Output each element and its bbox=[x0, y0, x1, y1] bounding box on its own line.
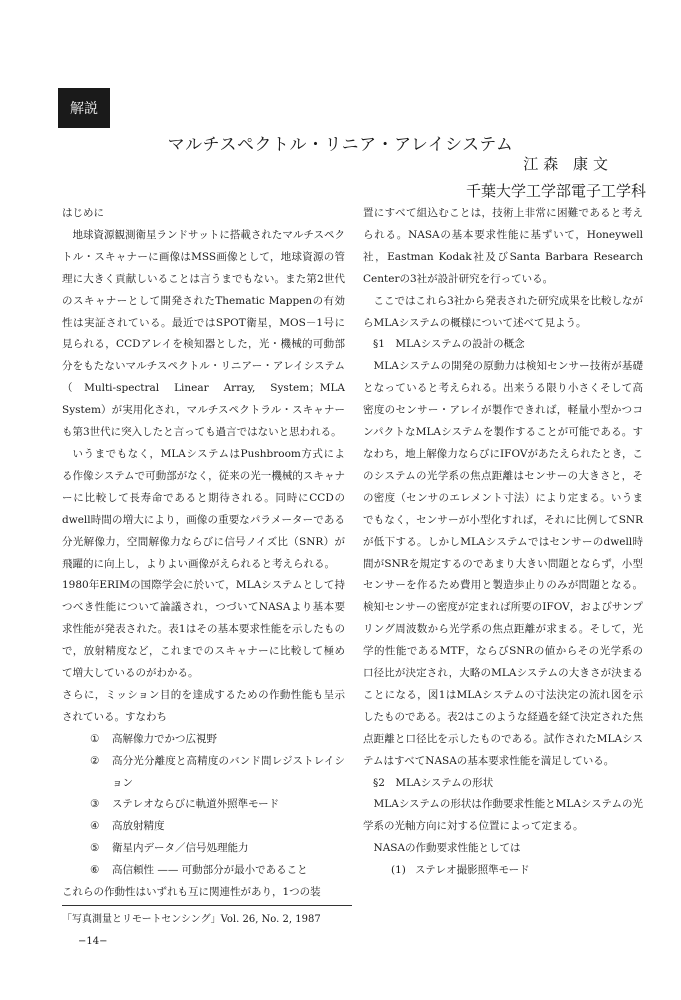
list-item-number: ④ bbox=[90, 820, 100, 833]
left-column bbox=[62, 203, 345, 904]
condition-item-number: (1) bbox=[391, 864, 406, 877]
list-item-number: ⑥ bbox=[90, 864, 100, 877]
condition-item bbox=[363, 860, 643, 882]
section-heading: §1 MLAシステムの設計の概念 bbox=[373, 338, 525, 351]
paragraph: MLAシステムの形状は作動要求性能とMLAシステムの光学系の光軸方向に対する位置によって定まる。 bbox=[363, 798, 643, 833]
article-type-badge: 解説 bbox=[58, 88, 110, 128]
paragraph: NASAの作動要求性能としては bbox=[373, 842, 521, 855]
list-item-number: ② bbox=[90, 754, 100, 767]
section-heading: §2 MLAシステムの形状 bbox=[373, 776, 494, 789]
list-item-number: ⑤ bbox=[90, 842, 100, 855]
list-item-text: 高分光分離度と高精度のバンド間レジストレイション bbox=[112, 754, 345, 789]
intro-heading: はじめに bbox=[62, 207, 104, 219]
list-item bbox=[62, 816, 345, 838]
list-item bbox=[62, 794, 345, 816]
paragraph: 地球資源観測衛星ランドサットに搭載されたマルチスペクトル・スキャナーに画像はMSS画像として，地球資源の管理に大きく貢献しいることは言うまでもない。また第2世代のスキャナーとして開発されたThematic Mappenの有効性は実証されている。最近ではSPOT衛星，MOS－1号に見られる，CCDアレイを検知器とした，光・機械的可動部分をもたないマルチスペクトル・リニアー・アレイシステム（Multi-spectral Linear Array, System；MLA System）が実用化され，マルチスペクトラル・スキャナーも第3世代に突入したと言っても過言ではないと思われる。 bbox=[62, 228, 345, 439]
paragraph: いうまでもなく，MLAシステムはPushbroom方式による作像システムで可動部がなく，従来の光一機械的スキャナーに比較して長寿命であると期待される。同時にCCDのdwell時間の増大により，画像の重要なパラメーターである分光解像力，空間解像力ならびに信号ノイズ比（SNR）が飛躍的に向上し，よりよい画像がえられると考えられる。 bbox=[62, 447, 345, 570]
list-item-text: 衛星内データ／信号処理能力 bbox=[112, 842, 249, 855]
list-item bbox=[62, 729, 345, 751]
paragraph: 置にすべて組込むことは，技術上非常に困難であると考えられる。NASAの基本要求性能に基ずいて，Honeywell社，Eastman Kodak社及びSanta Barbara Research Centerの3社が設計研究を行っている。 bbox=[363, 207, 643, 285]
paragraph: さらに，ミッション目的を達成するための作動性能も呈示されている。すなわち bbox=[62, 688, 345, 723]
right-column bbox=[363, 203, 643, 882]
paragraph: 1980年ERIMの国際学会に於いて，MLAシステムとして持つべき性能について論議され，つづいてNASAより基本要求性能が発表された。表1はその基本要求性能を示したもので，放射精度など，これまでのスキャナーに比較して極めて増大しているのがわかる。 bbox=[62, 579, 345, 680]
list-item-text: ステレオならびに軌道外照準モード bbox=[112, 798, 280, 811]
list-item-text: 高放射精度 bbox=[112, 820, 165, 833]
list-item-text: 高信頼性 —— 可動部分が最小であること bbox=[112, 864, 308, 877]
page-number: −14− bbox=[78, 936, 108, 947]
list-item-text: 高解像力でかつ広視野 bbox=[112, 732, 217, 745]
journal-citation: 「写真測量とリモートセンシング」Vol. 26, No. 2, 1987 bbox=[62, 914, 321, 925]
article-title: マルチスペクトル・リニア・アレイシステム bbox=[167, 135, 514, 155]
list-item-number: ③ bbox=[90, 798, 100, 811]
list-item bbox=[62, 751, 345, 795]
performance-list bbox=[62, 729, 345, 882]
author-affiliation: 千葉大学工学部電子工学科 bbox=[465, 182, 646, 200]
list-item bbox=[62, 838, 345, 860]
footnote-rule bbox=[62, 905, 352, 906]
list-item bbox=[62, 860, 345, 882]
list-item-number: ① bbox=[90, 732, 100, 745]
paragraph: これらの作動性はいずれも互に関連性があり，1つの装 bbox=[62, 886, 321, 899]
paragraph: MLAシステムの開発の原動力は検知センサー技術が基礎となっていると考えられる。出来うる限り小さくそして高密度のセンサー・アレイが製作できれば，軽量小型かつコンパクトなMLAシステムを製作することが可能である。すなわち，地上解像力ならびにIFOVがあたえられたとき，このシステムの光学系の焦点距離はセンサーの大きさと，その密度（センサのエレメント寸法）により定まる。いうまでもなく，センサーが小型化すれば，それに比例してSNRが低下する。しかしMLAシステムではセンサーのdwell時間がSNRを規定するのであまり大きい問題とならず，小型センサーを作るため費用と製造歩止りのみが問題となる。検知センサーの密度が定まれば所要のIFOV，およびサンプリング周波数から光学系の焦点距離が求まる。そして，光学的性能であるMTF，ならびSNRの値からその光学系の口径比が決定され，大略のMLAシステムの大きさが決まることになる，図1はMLAシステムの寸法決定の流れ図を示したものである。表2はこのような経過を経て決定された焦点距離と口径比を示したものである。試作されたMLAシステムはすべてNASAの基本要求性能を満足している。 bbox=[363, 360, 643, 767]
author-name: 江森 康文 bbox=[523, 155, 613, 173]
paragraph: ここではこれら3社から発表された研究成果を比較しながらMLAシステムの概様について述べて見よう。 bbox=[363, 294, 643, 329]
condition-item-text: ステレオ撮影照準モード bbox=[415, 864, 530, 877]
